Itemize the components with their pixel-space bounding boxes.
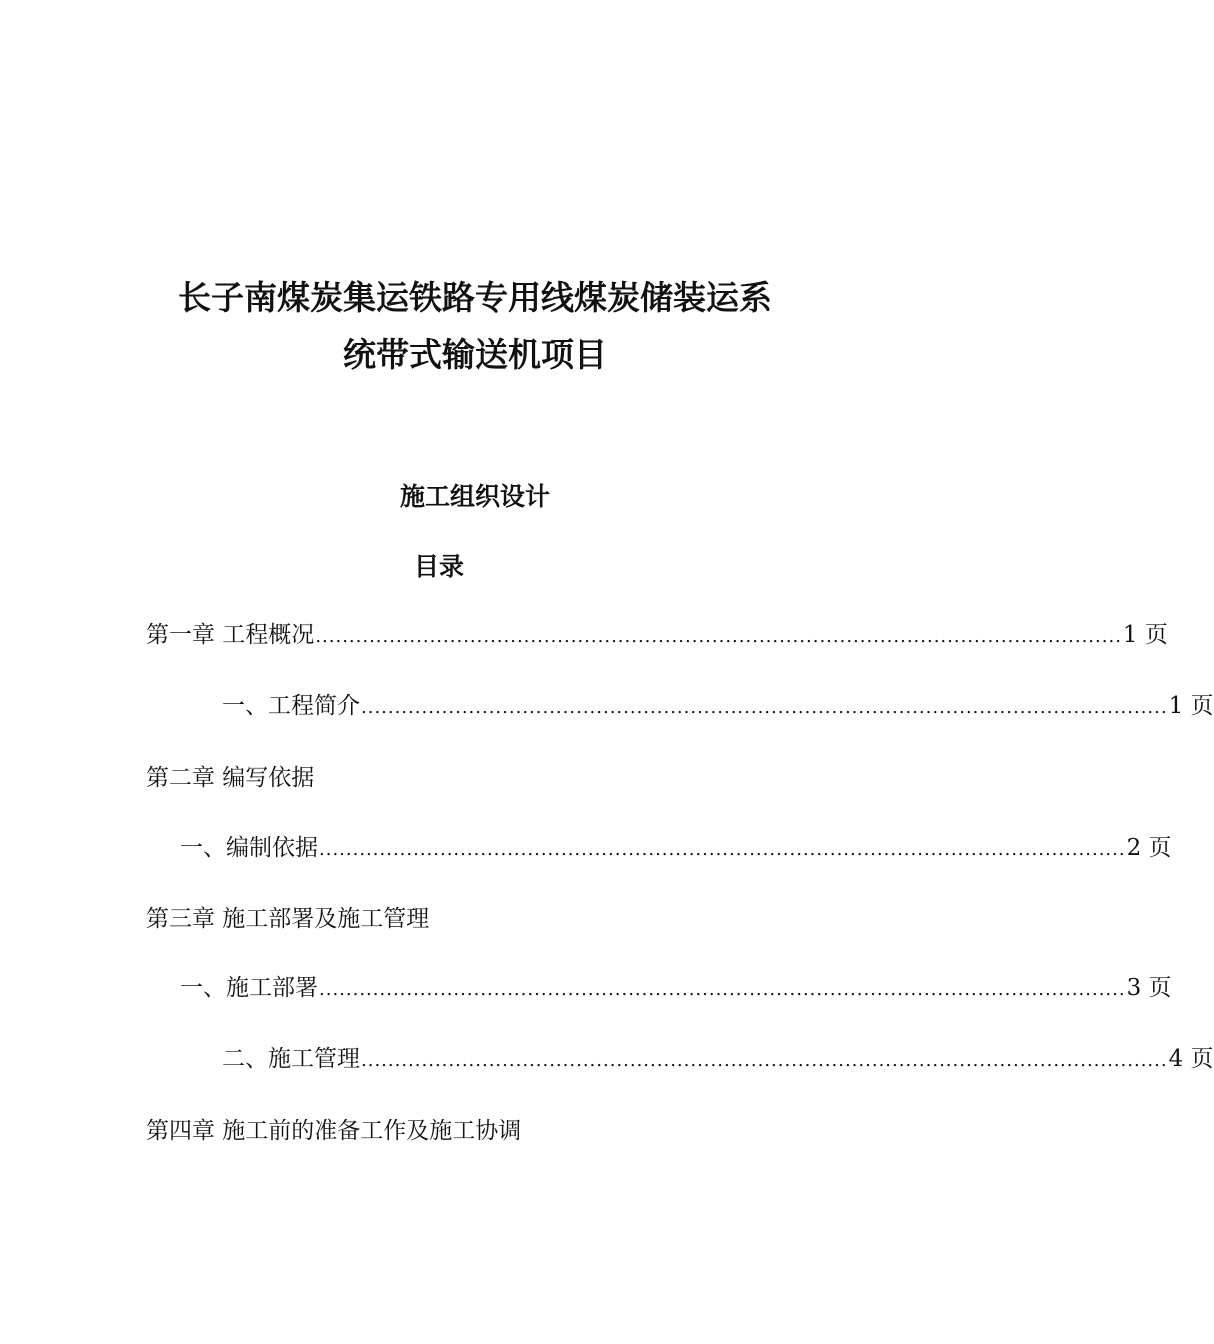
toc-entry-section-2-1[interactable] (180, 833, 1172, 865)
dot-leader: ........................................................................................................................ (315, 626, 1122, 647)
toc-entry-section-1-1[interactable] (222, 691, 1214, 723)
toc-entry-label: 第一章 工程概况 (146, 622, 315, 648)
dot-leader: ........................................................................................................................ (319, 979, 1126, 1000)
document-subtitle: 施工组织设计 (399, 482, 550, 511)
toc-entry-page: 4 页 (1168, 1046, 1214, 1072)
toc-entry-page: 3 页 (1126, 975, 1172, 1001)
dot-leader: ........................................................................................................................ (361, 1050, 1168, 1071)
toc-entry-section-3-2[interactable] (222, 1044, 1214, 1076)
document-title-line-1: 长子南煤炭集运铁路专用线煤炭储装运系 (178, 278, 772, 317)
toc-entry-label: 一、编制依据 (180, 835, 318, 861)
document-title-line-2: 统带式输送机项目 (343, 335, 607, 374)
toc-entry-label: 一、工程简介 (222, 693, 360, 719)
toc-entry-label: 一、施工部署 (180, 975, 318, 1001)
dot-leader: ........................................................................................................................ (361, 697, 1168, 718)
dot-leader: ........................................................................................................................ (319, 839, 1126, 860)
toc-entry-chapter-2[interactable] (146, 763, 314, 793)
toc-entry-page: 1 页 (1122, 622, 1168, 648)
toc-entry-chapter-3[interactable] (146, 904, 429, 934)
toc-heading: 目录 (413, 552, 464, 581)
toc-entry-chapter-4[interactable] (146, 1116, 521, 1146)
toc-entry-page: 2 页 (1126, 835, 1172, 861)
toc-entry-label: 第四章 施工前的准备工作及施工协调 (146, 1118, 522, 1144)
toc-entry-label: 第二章 编写依据 (146, 765, 315, 791)
toc-entry-chapter-1[interactable] (146, 620, 1168, 652)
toc-entry-section-3-1[interactable] (180, 973, 1172, 1005)
toc-entry-label: 二、施工管理 (222, 1046, 360, 1072)
toc-entry-label: 第三章 施工部署及施工管理 (146, 906, 430, 932)
toc-entry-page: 1 页 (1168, 693, 1214, 719)
